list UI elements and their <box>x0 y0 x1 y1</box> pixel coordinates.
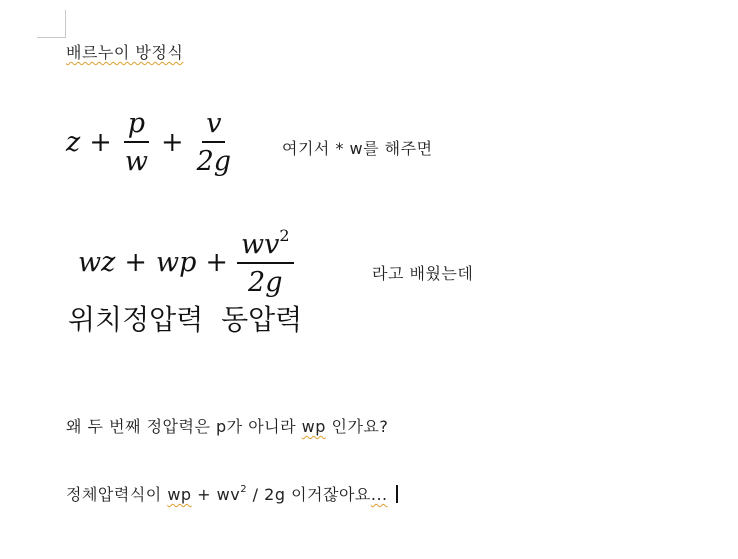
eq2-numerator-wv: wv <box>241 229 280 260</box>
eq2-wp: wp <box>155 246 197 278</box>
eq1-fraction-v-over-2g <box>193 110 235 175</box>
label-static-pressure: 정압력 <box>122 303 204 336</box>
total-wp: wp <box>167 485 192 504</box>
question-text-before: 왜 두 번째 정압력은 p가 아니라 <box>66 417 302 436</box>
label-position-pressure: 위치 <box>68 303 123 336</box>
total-exponent: 2 <box>240 484 248 495</box>
eq1-denominator-w: w <box>124 146 148 177</box>
margin-marker-vertical <box>65 10 66 38</box>
eq2-fraction-wv2-over-2g <box>237 228 294 296</box>
total-pressure-line[interactable] <box>66 482 398 505</box>
eq1-numerator-p: p <box>124 110 149 143</box>
total-dots: ... <box>370 485 388 504</box>
eq1-z: z <box>66 127 81 158</box>
label-dynamic-pressure: 동압력 <box>221 303 303 336</box>
question-line[interactable] <box>66 414 388 437</box>
question-wp: wp <box>301 417 326 436</box>
eq2-denominator-2g: 2g <box>248 267 283 298</box>
label-gap <box>203 303 221 336</box>
eq1-fraction-p-over-w <box>121 110 152 175</box>
eq2-note: 라고 배웠는데 <box>372 264 474 283</box>
equation-bernoulli-pressure[interactable] <box>78 228 294 296</box>
title-text: 배르누이 방정식 <box>66 43 184 62</box>
text-cursor <box>396 485 398 503</box>
question-text-after: 인가요? <box>325 417 389 436</box>
total-text-after: / 2g 이거잖아요 <box>247 485 371 504</box>
eq2-wz: wz <box>78 246 116 278</box>
eq2-exponent: 2 <box>279 226 290 245</box>
eq2-plus-2: + <box>205 246 228 278</box>
eq2-numerator <box>237 228 294 264</box>
eq1-note: 여기서 * w를 해주면 <box>282 139 433 158</box>
margin-marker-horizontal <box>37 37 66 38</box>
total-text-before: 정체압력식이 <box>66 485 168 504</box>
eq1-plus-1: + <box>89 127 112 158</box>
pressure-labels <box>68 298 302 338</box>
eq1-denominator-2g: 2g <box>196 146 232 177</box>
document-title[interactable] <box>66 40 183 63</box>
eq1-numerator-v: v <box>202 110 225 143</box>
equation-bernoulli-head[interactable] <box>66 110 235 175</box>
eq1-plus-2: + <box>160 127 184 158</box>
total-text-mid: + wv <box>191 485 241 504</box>
eq2-plus-1: + <box>124 246 147 278</box>
